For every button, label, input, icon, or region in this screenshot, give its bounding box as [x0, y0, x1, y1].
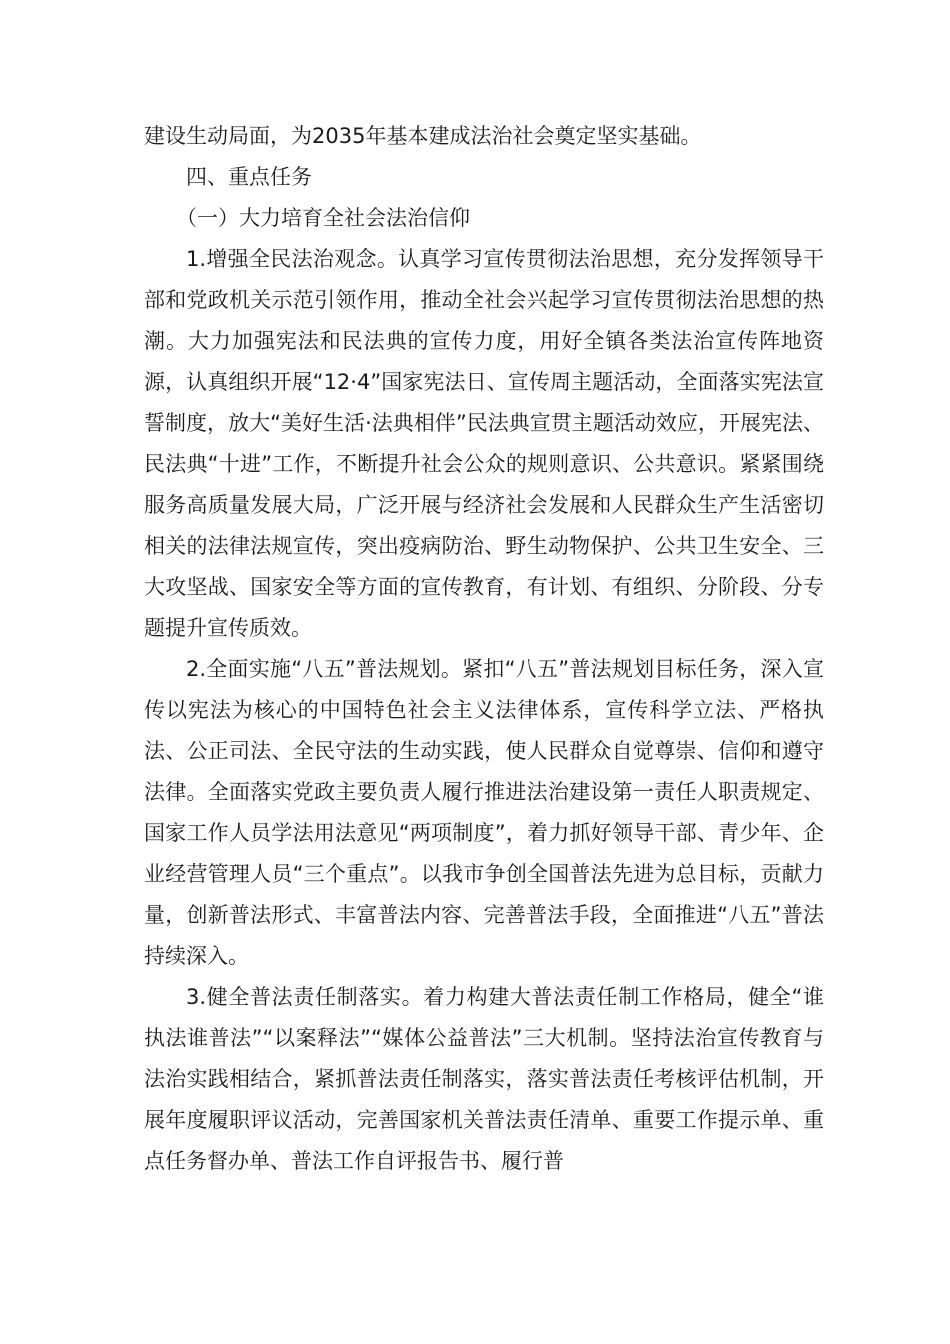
paragraph-item-1: 1.增强全民法治观念。认真学习宣传贯彻法治思想，充分发挥领导干部和党政机关示范引领作用，推动全社会兴起学习宣传贯彻法治思想的热潮。大力加强宪法和民法典的宣传力度，用好全镇各类法治宣传阵地资源，认真组织开展“12·4”国家宪法日、宣传周主题活动，全面落实宪法宣誓制度，放大“美好生活·法典相伴”民法典宣贯主题活动效应，开展宪法、民法典“十进”工作，不断提升社会公众的规则意识、公共意识。紧紧围绕服务高质量发展大局，广泛开展与经济社会发展和人民群众生产生活密切相关的法律法规宣传，突出疫病防治、野生动物保护、公共卫生安全、三大攻坚战、国家安全等方面的宣传教育，有计划、有组织、分阶段、分专题提升宣传质效。	[144, 247, 824, 640]
document-body	[144, 116, 824, 1182]
paragraph-item-3: 3.健全普法责任制落实。着力构建大普法责任制工作格局，健全“谁执法谁普法”“以案释法”“媒体公益普法”三大机制。坚持法治宣传教育与法治实践相结合，紧抓普法责任制落实，落实普法责任考核评估机制，开展年度履职评议活动，完善国家机关普法责任清单、重要工作提示单、重点任务督办单、普法工作自评报告书、履行普	[144, 985, 824, 1173]
paragraph-item-2: 2.全面实施“八五”普法规划。紧扣“八五”普法规划目标任务，深入宣传以宪法为核心的中国特色社会主义法律体系，宣传科学立法、严格执法、公正司法、全民守法的生动实践，使人民群众自觉尊崇、信仰和遵守法律。全面落实党政主要负责人履行推进法治建设第一责任人职责规定、国家工作人员学法用法意见“两项制度”，着力抓好领导干部、青少年、企业经营管理人员“三个重点”。以我市争创全国普法先进为总目标，贡献力量，创新普法形式、丰富普法内容、完善普法手段，全面推进“八五”普法持续深入。	[144, 657, 824, 968]
section-heading: 四、重点任务	[186, 165, 312, 189]
subsection-heading: （一）大力培育全社会法治信仰	[176, 206, 470, 230]
paragraph-continuation: 建设生动局面，为2035年基本建成法治社会奠定坚实基础。	[144, 124, 702, 148]
